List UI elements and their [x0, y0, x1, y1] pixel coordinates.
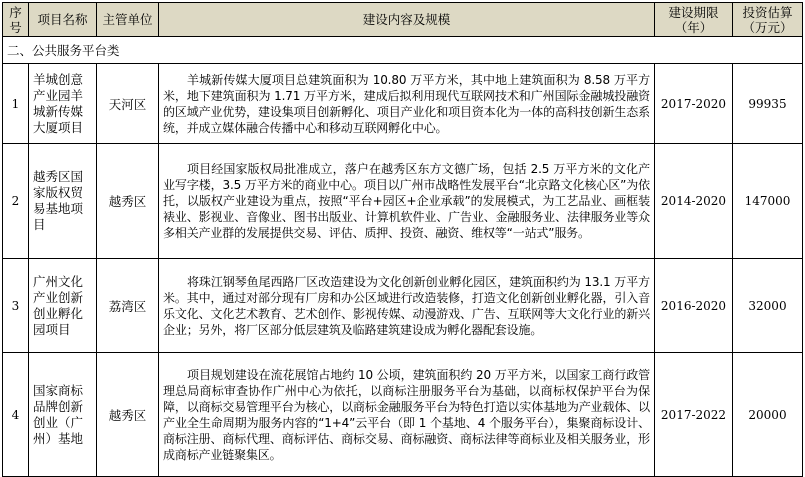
- row-investment: 20000: [733, 353, 803, 477]
- table-row: [3, 144, 803, 259]
- row-unit: 越秀区: [97, 144, 159, 259]
- header-period-line1: 建设期限: [668, 4, 719, 20]
- row-unit: 越秀区: [97, 353, 159, 477]
- section-row: [3, 37, 803, 64]
- table-row: [3, 353, 803, 477]
- row-index: 3: [3, 259, 29, 353]
- table-row: [3, 259, 803, 353]
- row-project-name: 广州文化产业创新创业孵化园项目: [29, 259, 97, 353]
- header-row: [3, 3, 803, 37]
- header-investment-line2: （万元）: [742, 19, 793, 35]
- row-period: 2017-2020: [655, 64, 733, 144]
- row-content: 项目经国家版权局批准成立，落户在越秀区东方文德广场，包括 2.5 万平方米的文化产业写字楼，3.5 万平方米的商业中心。项目以广州市战略性发展平台“北京路文化核心区”为依托，以版权产业建设为重点，按照“平台+园区+企业承载”的发展模式，为工艺品业、画框装裱业、影视业、音像业、图书出版业、计算机软件业、广告业、金融服务业、法律服务业等众多相关产业群的发展提供交易、评估、质押、投资、融资、维权等“一站式”服务。: [159, 144, 655, 259]
- row-unit: 天河区: [97, 64, 159, 144]
- header-period-line2: （年）: [674, 19, 713, 35]
- row-content: 项目规划建设在流花展馆占地约 10 公顷，建筑面积约 20 万平方米，以国家工商行政管理总局商标审查协作广州中心为依托，以商标注册服务平台为基础，以商标权保护平台为保障，以商标交易管理平台为核心，以商标金融服务平台为特色打造以实体基地为产业载体、以产业全生命周期为服务内容的“1+4”云平台（即 1 个基地、4 个服务平台），集聚商标设计、商标注册、商标代理、商标评估、商标交易、商标融资、商标法律等商标业及相关服务业，形成商标产业链聚集区。: [159, 353, 655, 477]
- row-investment: 99935: [733, 64, 803, 144]
- table-row: [3, 64, 803, 144]
- row-index: 4: [3, 353, 29, 477]
- header-unit: 主管单位: [97, 3, 159, 37]
- project-table: [2, 2, 803, 477]
- header-content: 建设内容及规模: [159, 3, 655, 37]
- row-investment: 32000: [733, 259, 803, 353]
- row-period: 2017-2022: [655, 353, 733, 477]
- row-content: 羊城新传媒大厦项目总建筑面积为 10.80 万平方米，其中地上建筑面积为 8.58 万平方米，地下建筑面积为 1.71 万平方米，建成后拟利用现代互联网技术和广州国际金融城投融资的区域产业优势，建设集项目创新孵化、项目产业化和项目资本化为一体的高科技创新生态系统，并成立媒体融合传播中心和移动互联网孵化中心。: [159, 64, 655, 144]
- row-project-name: 越秀区国家版权贸易基地项目: [29, 144, 97, 259]
- row-period: 2016-2020: [655, 259, 733, 353]
- row-period: 2014-2020: [655, 144, 733, 259]
- row-investment: 147000: [733, 144, 803, 259]
- row-project-name: 羊城创意产业园羊城新传媒大厦项目: [29, 64, 97, 144]
- row-index: 2: [3, 144, 29, 259]
- row-unit: 荔湾区: [97, 259, 159, 353]
- header-name: 项目名称: [29, 3, 97, 37]
- section-title: 二、公共服务平台类: [3, 37, 803, 64]
- header-investment: [733, 3, 803, 37]
- row-index: 1: [3, 64, 29, 144]
- row-project-name: 国家商标品牌创新创业（广州）基地: [29, 353, 97, 477]
- header-investment-line1: 投资估算: [742, 4, 793, 20]
- row-content: 将珠江钢琴鱼尾西路厂区改造建设为文化创新创业孵化园区，建筑面积约为 13.1 万平方米。其中，通过对部分现有厂房和办公区域进行改造装修，打造文化创新创业孵化器，引入音乐文化、文化艺术教育、艺术创作、影视传媒、动漫游戏、广告、互联网等大文化行业的新兴企业；另外，将厂区部分低层建筑及临路建筑建设成为孵化器配套设施。: [159, 259, 655, 353]
- header-index: 序号: [3, 3, 29, 37]
- header-period: [655, 3, 733, 37]
